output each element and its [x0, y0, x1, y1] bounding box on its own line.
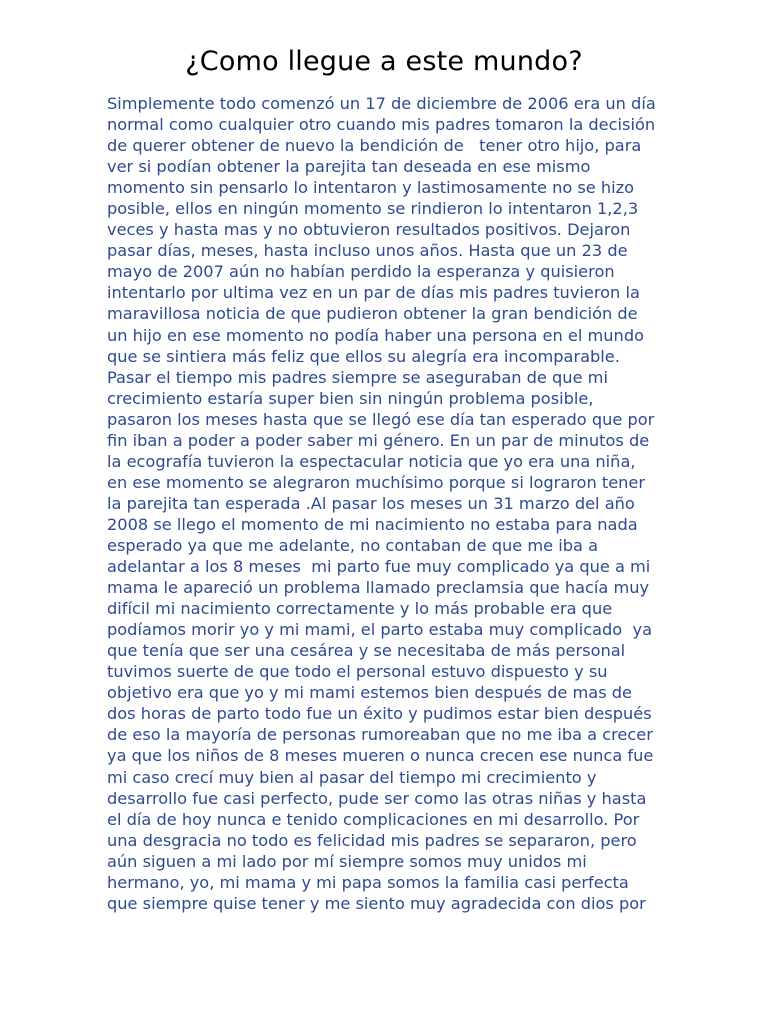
page-title: ¿Como llegue a este mundo? — [185, 46, 583, 77]
document-page: ¿Como llegue a este mundo? Simplemente todo comenzó un 17 de diciembre de 2006 era un día normal como cualquier otro cuando mis padres tomaron la decisión de querer obtener de nuevo la bendición de tener otro hijo, para ver si podían obtener la parejita tan deseada en ese mismo momento sin pensarlo lo intentaron y lastimosamente no se hizo posible, ellos en ningún momento se rindieron lo intentaron 1,2,3 veces y hasta mas y no obtuvieron resultados positivos. Dejaron pasar días, meses, hasta incluso unos años. Hasta que un 23 de mayo de 2007 aún no habían perdido la esperanza y quisieron intentarlo por ultima vez en un par de días mis padres tuvieron la maravillosa noticia de que pudieron obtener la gran bendición de un hijo en ese momento no podía haber una persona en el mundo que se sintiera más feliz que ellos su alegría era incomparable. Pasar el tiempo mis padres siempre se aseguraban de que mi crecimiento estaría super bien sin ningún problema posible, pasaron los meses hasta que se llegó ese día tan esperado que por fin iban a poder a poder saber mi género. En un par de minutos de la ecografía tuvieron la espectacular noticia que yo era una niña, en ese momento se alegraron muchísimo porque si lograron tener la parejita tan esperada .Al pasar los meses un 31 marzo del año 2008 se llego el momento de mi nacimiento no estaba para nada esperado ya que me adelante, no contaban de que me iba a adelantar a los 8 meses mi parto fue muy complicado ya que a mi mama le apareció un problema llamado preclamsia que hacía muy difícil mi nacimiento correctamente y lo más probable era que podíamos morir yo y mi mami, el parto estaba muy complicado ya que tenía que ser una cesárea y se necesitaba de más personal tuvimos suerte de que todo el personal estuvo dispuesto y su objetivo era que yo y mi mami estemos bien después de mas de dos horas de parto todo fue un éxito y pudimos estar bien después de eso la mayoría de personas rumoreaban que no me iba a crecer ya que los niños de 8 meses mueren o nunca crecen ese nunca fue mi caso crecí muy bien al pasar del tiempo mi crecimiento y desarrollo fue casi perfecto, pude ser como las otras niñas y hasta el día de hoy nunca e tenido complicaciones en mi desarrollo. Por una desgracia no todo es felicidad mis padres se separaron, pero aún siguen a mi lado por mí siempre somos muy unidos mi hermano, yo, mi mama y mi papa somos la familia casi perfecta que siempre quise tener y me siento muy agradecida con dios por — [0, 0, 768, 1024]
